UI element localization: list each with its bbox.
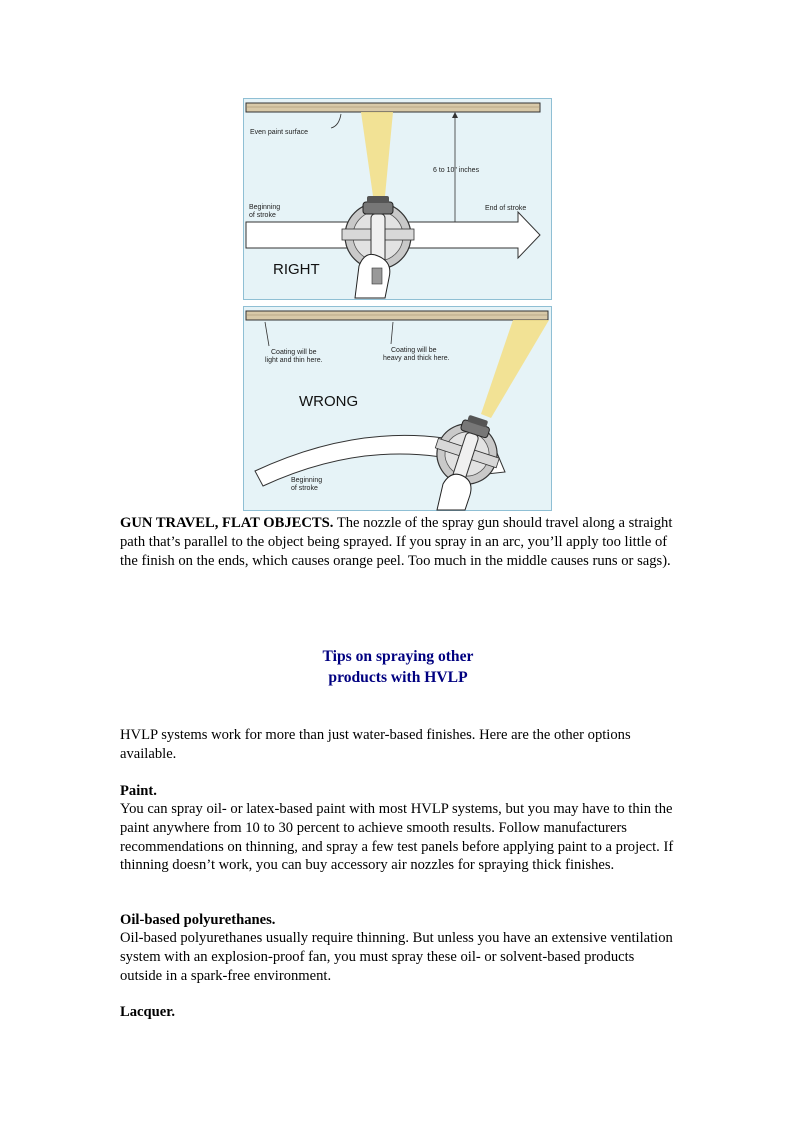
label-end-stroke: End of stroke xyxy=(485,205,527,212)
heading-oil-based: Oil-based polyurethanes. xyxy=(120,912,276,928)
paragraph-paint xyxy=(120,800,676,875)
caption-body: The nozzle of the spray gun should travel along a straight path that’s parallel to the object being sprayed. If you spray in an arc, you’ll apply too little of the finish on the ends, which causes orange peel. Too much in the middle causes runs or sags). xyxy=(120,515,673,569)
label-distance: 6 to 10" inches xyxy=(433,167,480,174)
label-heavy-line1: Coating will be xyxy=(391,347,437,354)
board-surface xyxy=(246,103,540,112)
label-begin-line1: Beginning xyxy=(249,204,281,211)
caption-lead: GUN TRAVEL, FLAT OBJECTS. xyxy=(120,515,334,531)
label-even-surface: Even paint surface xyxy=(250,129,308,136)
heading-lacquer: Lacquer. xyxy=(120,1004,176,1020)
diagram-wrong-svg xyxy=(243,306,552,511)
label-heavy-line2: heavy and thick here. xyxy=(383,355,450,362)
diagram-right-svg xyxy=(243,98,552,300)
intro-paragraph xyxy=(120,726,676,764)
label-right: RIGHT xyxy=(273,261,320,278)
oil-text: Oil-based polyurethanes usually require thinning. But unless you have an extensive ventilation system with an explosion-proof fan, you must spray these oil- or solvent-based products outside in a spark-free environment. xyxy=(120,930,673,984)
paragraph-oil-based xyxy=(120,929,676,985)
heading-paint: Paint. xyxy=(120,783,157,799)
label-begin-line2: of stroke xyxy=(249,212,276,219)
figure-caption xyxy=(120,514,676,570)
diagram-right-technique xyxy=(243,98,552,300)
diagram-wrong-technique xyxy=(243,306,552,511)
label-light-line1: Coating will be xyxy=(271,349,317,356)
label-wrong: WRONG xyxy=(299,393,359,410)
label-begin-line1: Beginning xyxy=(291,477,323,484)
section-title-line2: products with HVLP xyxy=(328,669,468,686)
label-light-line2: light and thin here. xyxy=(265,357,323,364)
label-begin-line2: of stroke xyxy=(291,485,318,492)
paint-text: You can spray oil- or latex-based paint with most HVLP systems, but you may have to thin the paint anywhere from 10 to 30 percent to achieve smooth results. Follow manufacturers recommendations on thinning, and spray a few test panels before applying paint to a project. If thinning doesn’t work, you can buy accessory air nozzles for spraying thick finishes. xyxy=(120,801,674,874)
section-title-line1: Tips on spraying other xyxy=(322,648,474,665)
section-title xyxy=(120,646,676,688)
board-surface xyxy=(246,311,548,320)
intro-text: HVLP systems work for more than just water-based finishes. Here are the other options available. xyxy=(120,727,631,762)
